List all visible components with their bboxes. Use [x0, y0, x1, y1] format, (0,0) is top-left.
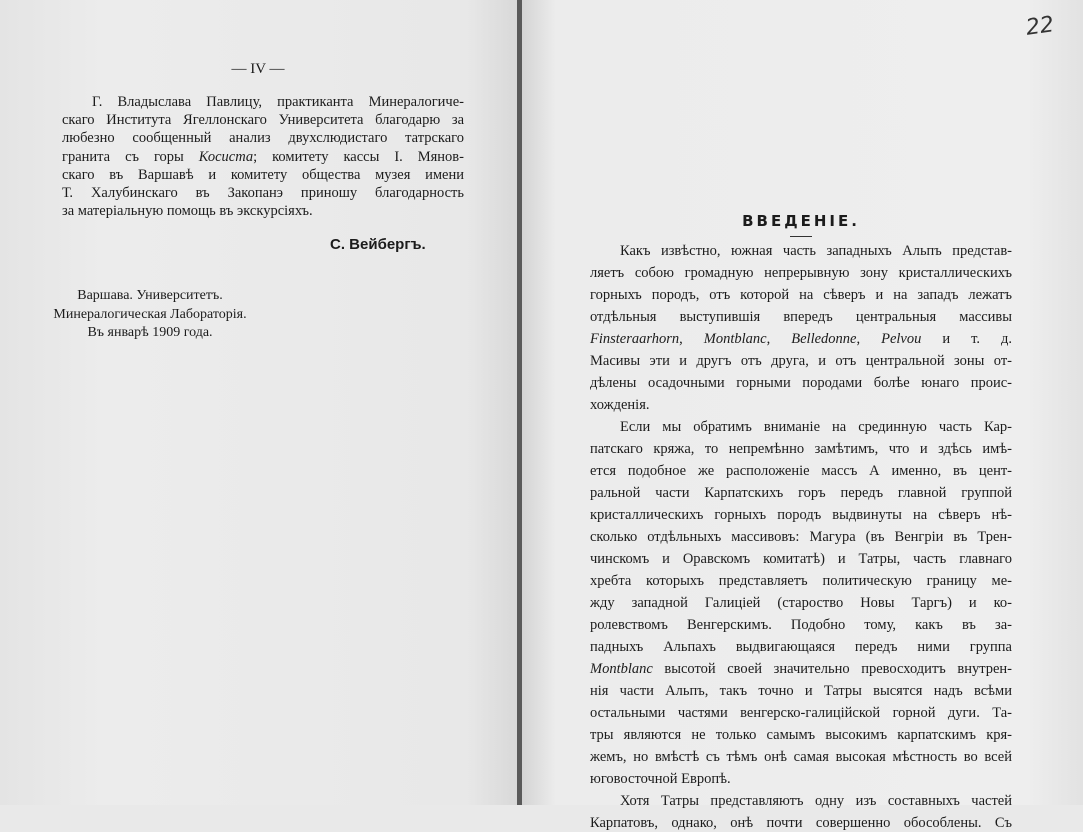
- text-line: юговосточной Европѣ.: [590, 771, 731, 787]
- text-line: Т. Халубинскаго въ Закопанэ приношу благодарность: [62, 185, 464, 201]
- text-line: хребта которыхъ представляетъ политическую границу ме-: [590, 573, 1012, 589]
- text-line: скаго Института Ягеллонскаго Университета благодарю за: [62, 112, 464, 129]
- text-line: гранита съ горы Косиста; комитету кассы I. Мянов-: [62, 148, 464, 165]
- handwritten-page-number: 22: [1024, 12, 1056, 41]
- text-line: горныхъ породъ, отъ которой на сѣверъ и на западъ лежатъ: [590, 287, 1012, 303]
- text-line: дѣлены осадочными горными породами болѣе юнаго проис-: [590, 375, 1012, 391]
- place-line: Въ январѣ 1909 года.: [87, 325, 213, 340]
- text-line: Хотя Татры представляютъ одну изъ составныхъ частей: [620, 793, 1012, 809]
- text-line: ральной части Карпатскихъ горъ передъ главной группой: [590, 485, 1012, 501]
- text-line: остальными частями венгерско-галиційской горной дуги. Та-: [590, 705, 1012, 721]
- text-line: скаго въ Варшавѣ и комитету общества музея имени: [62, 166, 464, 183]
- text-line: хожденія.: [590, 397, 650, 413]
- text-line: чинскомъ и Оравскомъ комитатѣ) и Татры, часть главнаго: [590, 551, 1012, 567]
- page-number: — IV —: [231, 61, 285, 77]
- place-line: Варшава. Университетъ.: [77, 288, 223, 303]
- text-line: тры являются не только самымъ высокимъ карпатскимъ кря-: [590, 727, 1012, 743]
- text-line: ется подобное же расположеніе массъ А именно, въ цент-: [590, 463, 1012, 479]
- text-line: Карпатовъ, однако, онѣ почти совершенно обособлены. Съ: [590, 815, 1012, 831]
- text-line: патскаго кряжа, то непремѣнно замѣтимъ, что и здѣсь имѣ-: [590, 441, 1012, 457]
- text-line: Г. Владыслава Павлицу, практиканта Минералогиче-: [92, 94, 464, 110]
- text-line: сколько отдѣльныхъ массивовъ: Магура (въ Венгріи въ Трен-: [590, 529, 1012, 545]
- signature: С. Вейбергъ.: [330, 236, 426, 253]
- place-line: Минералогическая Лабораторія.: [53, 306, 247, 322]
- text-line: ролевствомъ Венгерскимъ. Подобно тому, какъ въ за-: [590, 617, 1012, 633]
- text-line: жемъ, но вмѣстѣ съ тѣмъ онѣ самая высокая мѣстность во всей: [590, 749, 1012, 765]
- text-line: отдѣльныя выступившія впередъ центральныя массивы: [590, 309, 1012, 325]
- text-line: Finsteraarhorn, Montblanc, Belledonne, Pelvou и т. д.: [590, 331, 1013, 347]
- chapter-heading: ВВЕДЕНІЕ.: [742, 212, 860, 230]
- text-line: ляетъ собою громадную непрерывную зону кристаллическихъ: [590, 265, 1012, 281]
- text-line: кристаллическихъ горныхъ породъ выдвинуты на сѣверъ нѣ-: [590, 507, 1012, 523]
- text-line: за матеріальную помощь въ экскурсіяхъ.: [62, 203, 313, 220]
- page-gutter: [517, 0, 522, 805]
- text-line: Если мы обратимъ вниманіе на срединную часть Кар-: [620, 419, 1012, 435]
- text-line: Какъ извѣстно, южная часть западныхъ Альпъ представ-: [620, 243, 1012, 259]
- text-line: Масивы эти и другъ отъ друга, и отъ центральной зоны от-: [590, 353, 1012, 369]
- text-line: нія части Альпъ, такъ точно и Татры высятся надъ всѣми: [590, 683, 1012, 699]
- text-line: падныхъ Альпахъ выдвигающаяся передъ ними группа: [590, 639, 1012, 655]
- text-line: Montblanc высотой своей значительно превосходитъ внутрен-: [590, 661, 1012, 677]
- text-line: жду западной Галиціей (староство Новы Таргъ) и ко-: [590, 595, 1012, 611]
- heading-rule: [790, 236, 812, 237]
- text-line: любезно сообщенный анализ двухслюдистаго татрскаго: [62, 130, 464, 147]
